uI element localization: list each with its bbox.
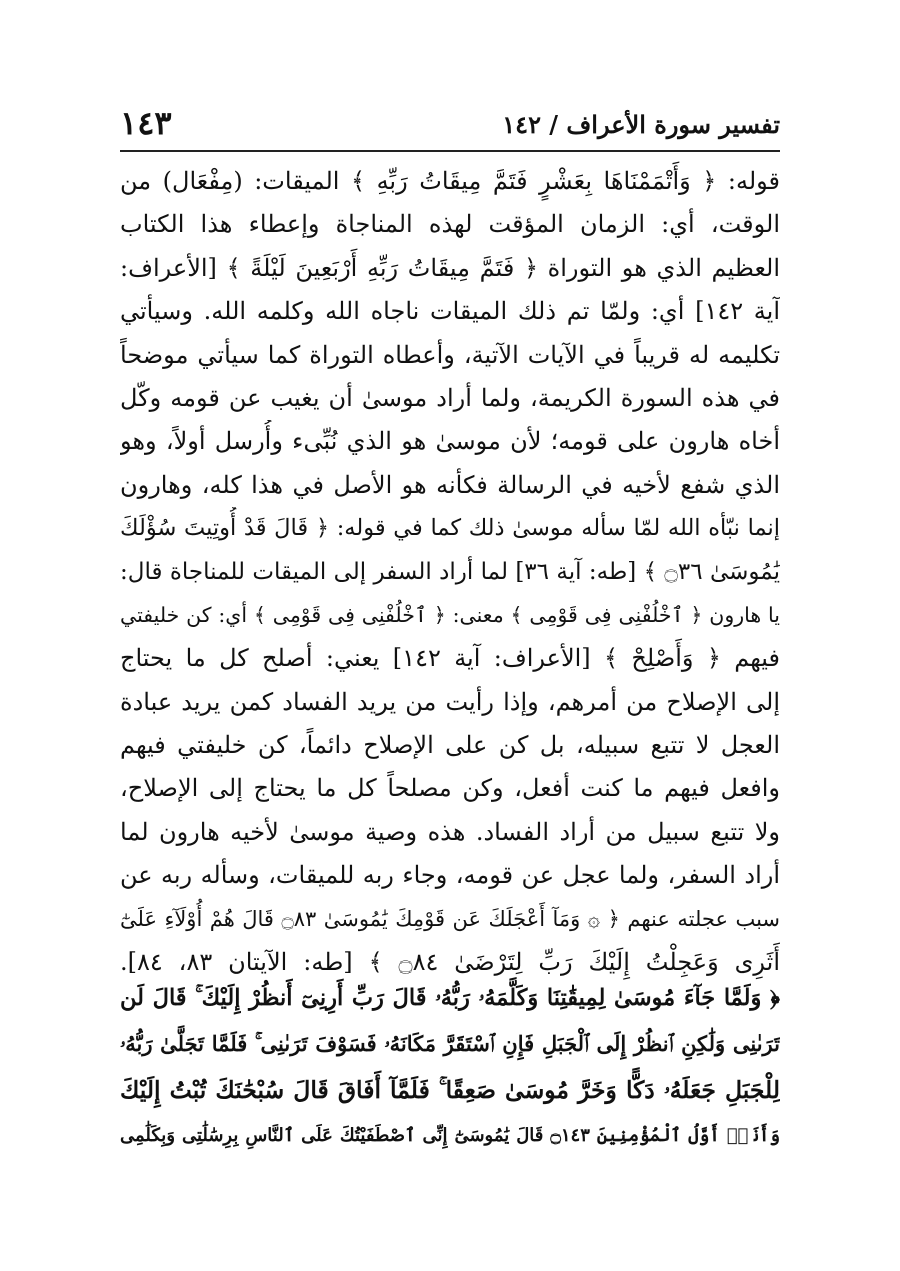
verse-line: لِلْجَبَلِ جَعَلَهُۥ دَكًّا وَخَرَّ مُوسَىٰ صَعِقًا ۚ فَلَمَّآ أَفَاقَ قَالَ سُبْحَٰنَكَ تُبْتُ إِلَيْكَ	[120, 1076, 780, 1104]
verse-line: وَأَنَا۠ أَوَّلُ ٱلْمُؤْمِنِينَ ۝١٤٣ قَالَ يَٰمُوسَىٰٓ إِنِّى ٱصْطَفَيْتُكَ عَلَى ٱلنَّاسِ بِرِسَٰلَٰتِى وَبِكَلَٰمِى	[120, 1125, 780, 1146]
verse-line: تَرَىٰنِى وَلَٰكِنِ ٱنظُرْ إِلَى ٱلْجَبَلِ فَإِنِ ٱسْتَقَرَّ مَكَانَهُۥ فَسَوْفَ تَرَىٰنِى ۚ فَلَمَّا تَجَلَّىٰ رَبُّهُۥ	[120, 1031, 780, 1056]
text-line: الوقت، أي: الزمان المؤقت لهذه المناجاة وإعطاء هذا الكتاب	[120, 210, 780, 239]
text-line: آية ١٤٢] أي: ولمّا تم ذلك الميقات ناجاه الله وكلمه الله. وسيأتي	[120, 297, 780, 326]
page-number: ١٤٣	[120, 104, 172, 142]
text-line: يَٰمُوسَىٰ ۝٣٦ ﴾ [طه: آية ٣٦] لما أراد السفر إلى الميقات للمناجاة قال:	[120, 558, 780, 585]
text-line: إلى الإصلاح من أمرهم، وإذا رأيت من يريد الفساد كمن يريد عبادة	[120, 687, 780, 716]
text-line: الذي شفع لأخيه في الرسالة فكأنه هو الأصل في هذا كله، وهارون	[120, 470, 780, 499]
verse-line: ﴿ وَلَمَّا جَآءَ مُوسَىٰ لِمِيقَٰتِنَا وَكَلَّمَهُۥ رَبُّهُۥ قَالَ رَبِّ أَرِنِىٓ أَنظُرْ إِلَيْكَ ۚ قَالَ لَن	[120, 985, 780, 1011]
text-line: ولا تتبع سبيل من أراد الفساد. هذه وصية موسىٰ لأخيه هارون لما	[120, 817, 780, 846]
running-header	[120, 100, 780, 148]
text-line: العظيم الذي هو التوراة ﴿ فَتَمَّ مِيقَاتُ رَبِّهِ أَرْبَعِينَ لَيْلَةً ﴾ [الأعراف:	[120, 253, 780, 282]
text-line: وافعل فيهم ما كنت أفعل، وكن مصلحاً كل ما يحتاج إلى الإصلاح،	[120, 774, 780, 803]
text-line: فيهم ﴿ وَأَصْلِحْ ﴾ [الأعراف: آية ١٤٢] يعني: أصلح كل ما يحتاج	[120, 644, 780, 673]
text-line: في هذه السورة الكريمة، ولما أراد موسىٰ أن يغيب عن قومه وكّل	[120, 383, 780, 412]
commentary-text	[120, 160, 780, 984]
text-line: تكليمه له قريباً في الآيات الآتية، وأعطاه التوراة كما سيأتي موضحاً	[120, 340, 780, 369]
text-line: أراد السفر، ولما عجل عن قومه، وجاء ربه للميقات، وسأله ربه عن	[120, 861, 780, 890]
quran-verse-block	[120, 975, 780, 1159]
text-line: قوله: ﴿ وَأَتْمَمْنَاهَا بِعَشْرٍ فَتَمَّ مِيقَاتُ رَبِّهِ ﴾ الميقات: (مِفْعَال) من	[120, 167, 780, 195]
text-line: إنما نبّأه الله لمّا سأله موسىٰ ذلك كما في قوله: ﴿ قَالَ قَدْ أُوتِيتَ سُؤْلَكَ	[120, 515, 780, 542]
text-line: العجل لا تتبع سبيله، بل كن على الإصلاح دائماً، كن خليفتي فيهم	[120, 731, 780, 760]
header-rule	[120, 150, 780, 152]
text-line: أَثَرِى وَعَجِلْتُ إِلَيْكَ رَبِّ لِتَرْضَىٰ ۝٨٤ ﴾ [طه: الآيتان ٨٣، ٨٤].	[120, 948, 780, 977]
text-line: أخاه هارون على قومه؛ لأن موسىٰ هو الذي نُبِّىء وأُرسل أولاً، وهو	[120, 427, 780, 456]
text-line: سبب عجلته عنهم ﴿ ۞ وَمَآ أَعْجَلَكَ عَن قَوْمِكَ يَٰمُوسَىٰ ۝٨٣ قَالَ هُمْ أُوْلَآءِ عَلَىٰٓ	[120, 906, 780, 931]
text-line: يا هارون ﴿ ٱخْلُفْنِى فِى قَوْمِى ﴾ معنى: ﴿ ٱخْلُفْنِى فِى قَوْمِى ﴾ أي: كن خليفتي	[120, 602, 780, 627]
header-title: تفسير سورة الأعراف / ١٤٢	[502, 110, 780, 139]
